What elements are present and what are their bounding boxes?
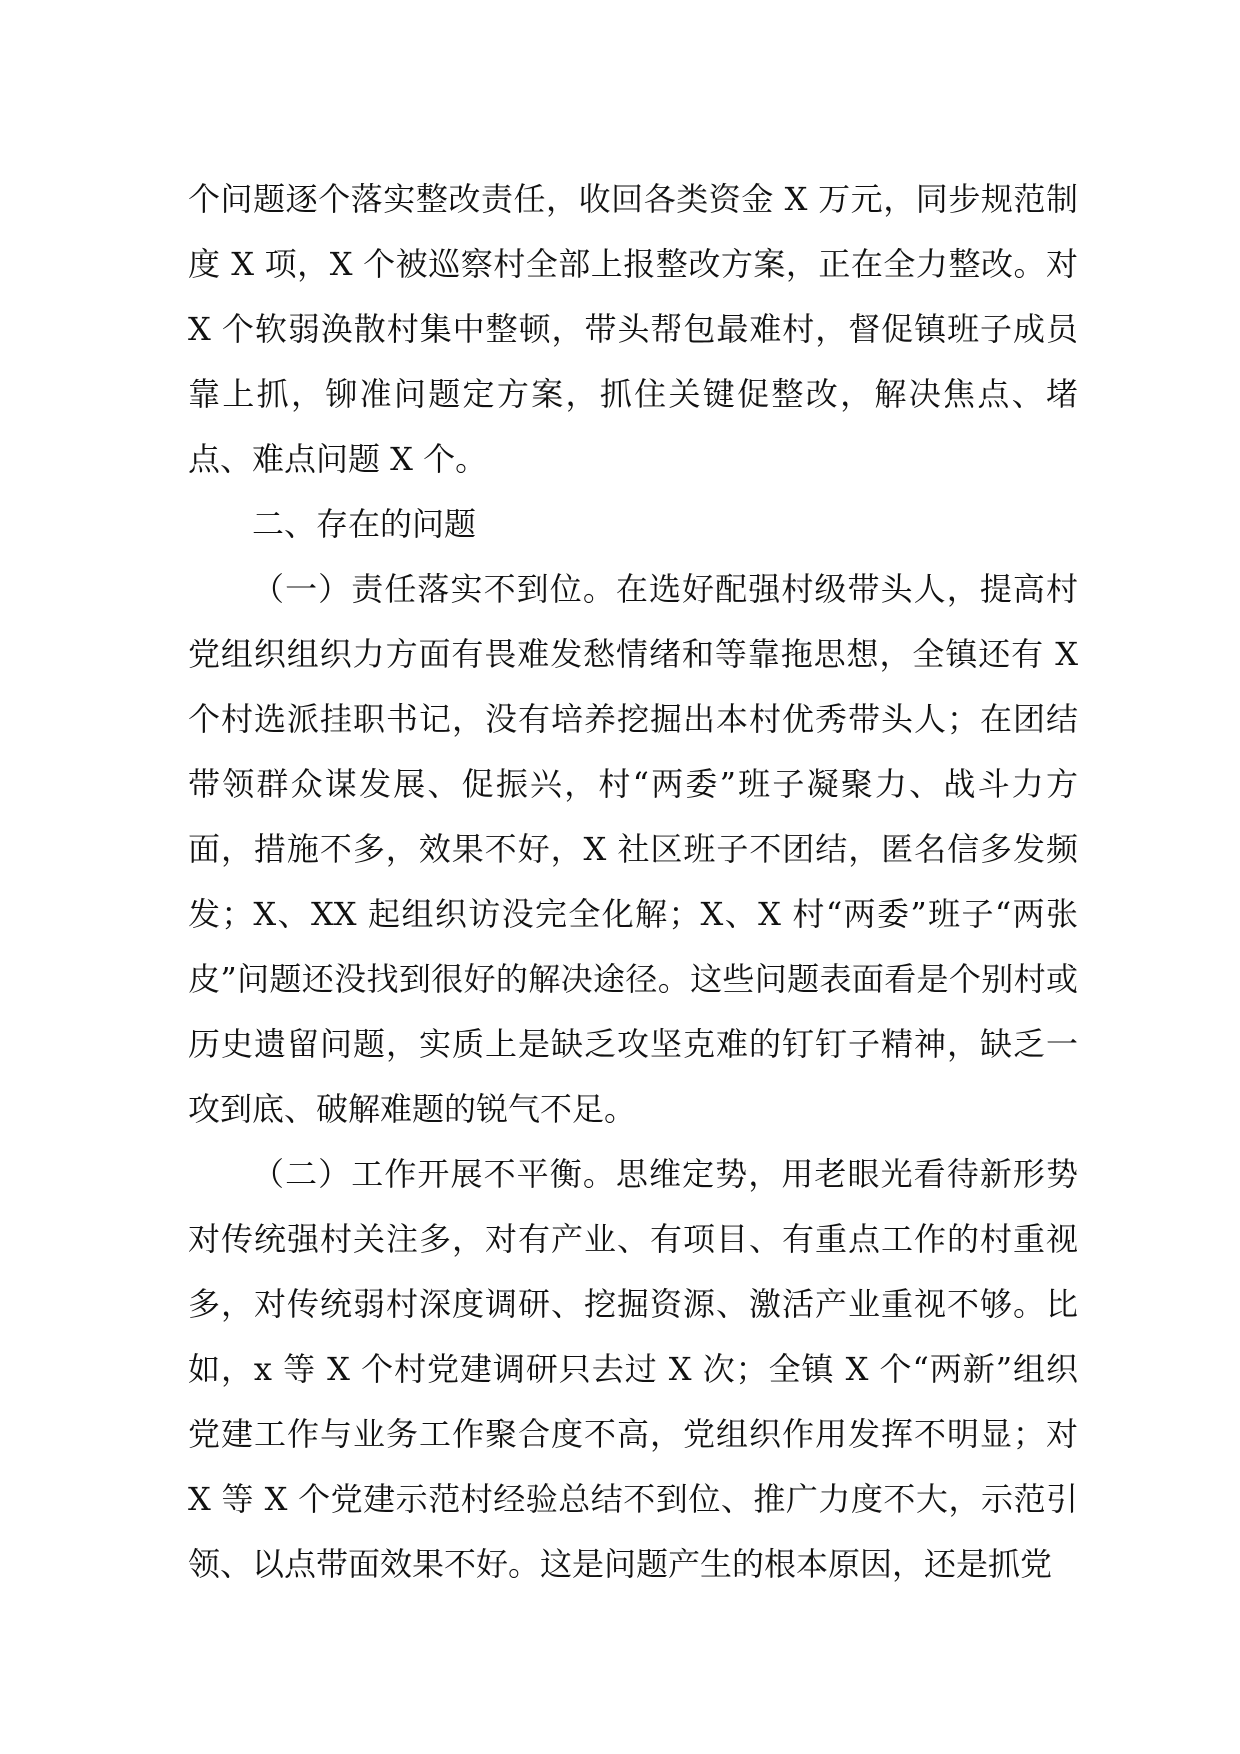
paragraph-responsibility: （一）责任落实不到位。在选好配强村级带头人，提高村党组织组织力方面有畏难发愁情绪和等靠拖思想，全镇还有 X 个村选派挂职书记，没有培养挖掘出本村优秀带头人；在团结带领群众谋发展、促振兴，村“两委”班子凝聚力、战斗力方面，措施不多，效果不好，X 社区班子不团结，匿名信多发频发；X、XX 起组织访没完全化解；X、X 村“两委”班子“两张皮”问题还没找到很好的解决途径。这些问题表面看是个别村或历史遗留问题，实质上是缺乏攻坚克难的钉钉子精神，缺乏一攻到底、破解难题的锐气不足。 [188,570,1078,1128]
section-heading-problems: 二、存在的问题 [252,505,477,543]
paragraph-unbalanced-work: （二）工作开展不平衡。思维定势，用老眼光看待新形势对传统强村关注多，对有产业、有项目、有重点工作的村重视多，对传统弱村深度调研、挖掘资源、激活产业重视不够。比如，x 等 X 个村党建调研只去过 X 次；全镇 X 个“两新”组织党建工作与业务工作聚合度不高，党组织作用发挥不明显；对 X 等 X 个党建示范村经验总结不到位、推广力度不大，示范引领、以点带面效果不好。这是问题产生的根本原因，还是抓党 [188,1155,1078,1583]
document-body [188,167,1078,1597]
paragraph-rectification-results: 个问题逐个落实整改责任，收回各类资金 X 万元，同步规范制度 X 项，X 个被巡察村全部上报整改方案，正在全力整改。对 X 个软弱涣散村集中整顿，带头帮包最难村，督促镇班子成员靠上抓，铆准问题定方案，抓住关键促整改，解决焦点、堵点、难点问题 X 个。 [188,180,1078,478]
